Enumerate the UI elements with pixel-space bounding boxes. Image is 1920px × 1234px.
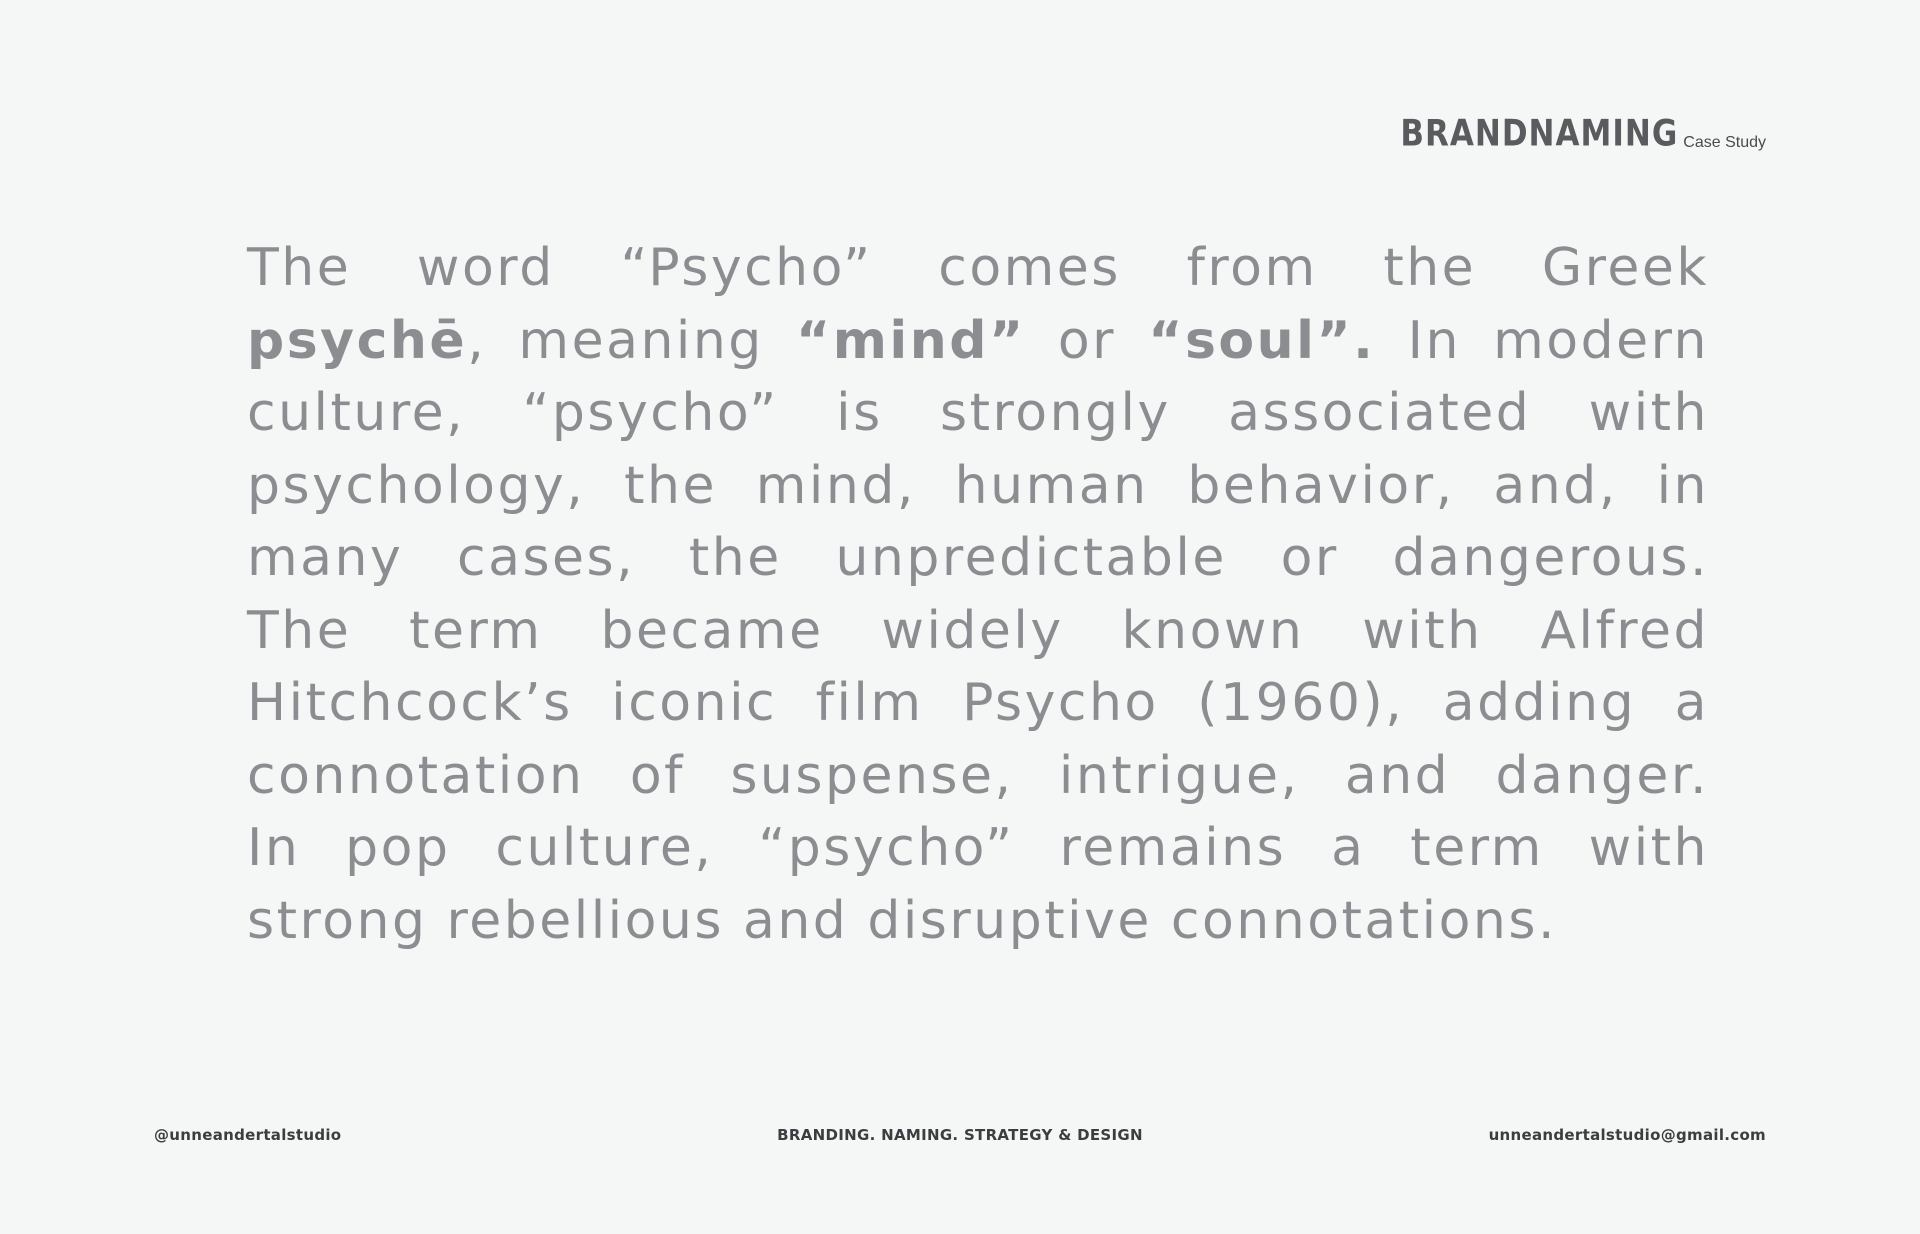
brand-subtitle: Case Study (1683, 134, 1766, 151)
footer-social-handle[interactable]: @unneandertalstudio (154, 1126, 342, 1144)
body-line: culture, “psycho” is strongly associated with (247, 383, 1709, 443)
brand-name: BRANDNAMING (1400, 112, 1679, 155)
body-line: In pop culture, “psycho” remains a term with (247, 818, 1709, 878)
body-line: Hitchcock’s iconic film Psycho (1960), adding a (247, 673, 1709, 733)
bold-term-psyche: psychē (247, 310, 468, 371)
bold-term-mind: “mind” (796, 310, 1026, 371)
bold-term-soul: “soul”. (1148, 310, 1376, 371)
body-line: The term became widely known with Alfred (247, 600, 1709, 661)
body-line: psychology, the mind, human behavior, and, in (247, 455, 1709, 516)
body-line (247, 305, 1709, 378)
footer-tagline: BRANDING. NAMING. STRATEGY & DESIGN (777, 1126, 1143, 1144)
footer-email-link[interactable]: unneandertalstudio@gmail.com (1488, 1126, 1766, 1144)
body-line: The word “Psycho” comes from the Greek (247, 238, 1709, 298)
body-line: many cases, the unpredictable or dangerous. (247, 528, 1709, 588)
body-text-fragment: In modern (1375, 310, 1709, 371)
brand-header (1400, 112, 1766, 155)
body-paragraph (247, 232, 1709, 957)
body-line: connotation of suspense, intrigue, and danger. (247, 745, 1709, 806)
body-text-fragment: or (1025, 310, 1149, 371)
body-text-fragment: , meaning (467, 310, 797, 371)
body-line: strong rebellious and disruptive connotations. (247, 890, 1557, 951)
